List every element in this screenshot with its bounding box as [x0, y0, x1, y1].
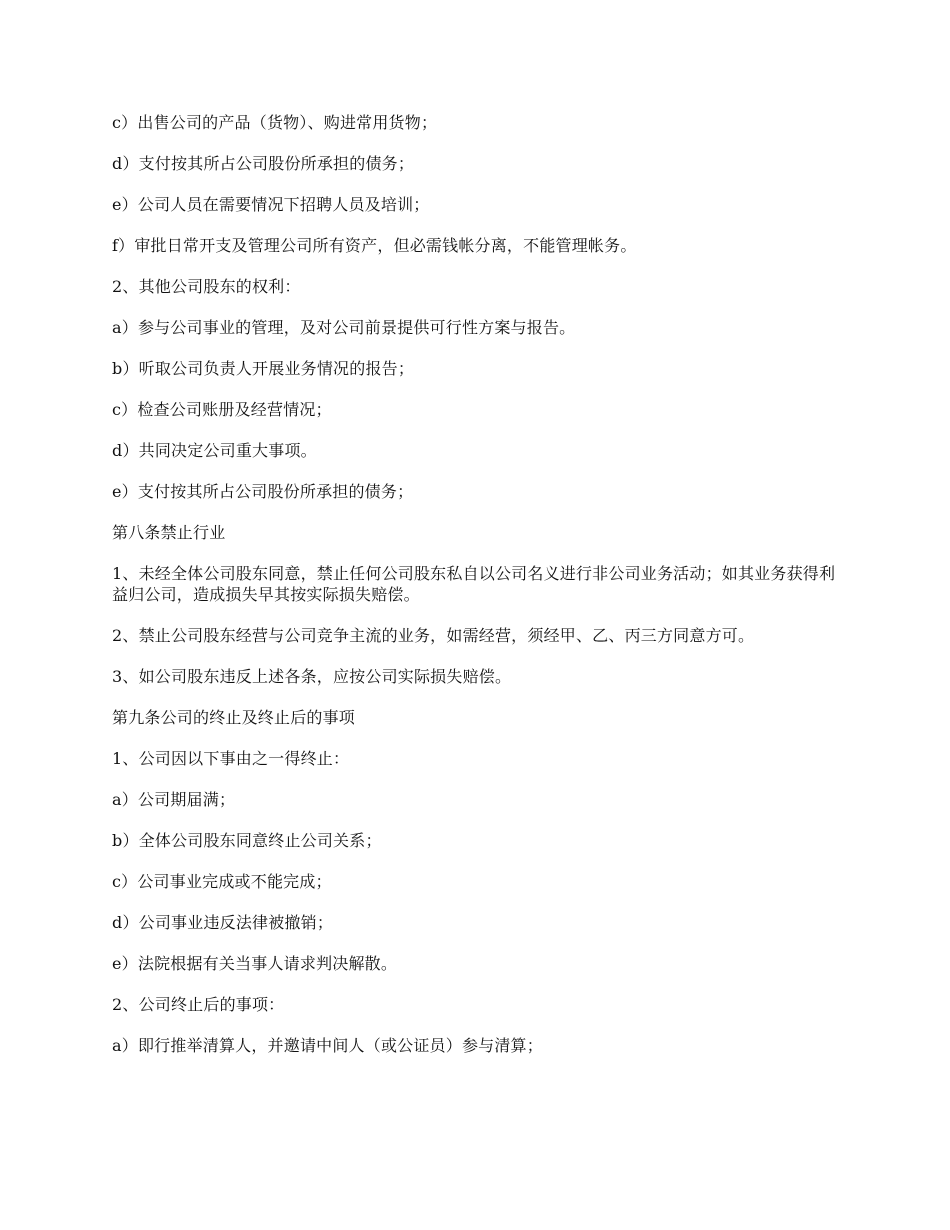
clause-item-c-sell-products: c）出售公司的产品（货物）、购进常用货物； — [112, 113, 438, 132]
clause-item-b-hear-reports: b）听取公司负责人开展业务情况的报告； — [112, 359, 415, 378]
termination-item-d: d）公司事业违反法律被撤销； — [112, 913, 334, 932]
clause-item-f-approve-expenses: f）审批日常开支及管理公司所有资产，但必需钱帐分离，不能管理帐务。 — [112, 236, 637, 255]
clause-item-e-recruit-staff: e）公司人员在需要情况下招聘人员及培训； — [112, 195, 430, 214]
post-termination-item-a: a）即行推举清算人，并邀请中间人（或公证员）参与清算； — [112, 1036, 543, 1055]
termination-item-c: c）公司事业完成或不能完成； — [112, 872, 332, 891]
termination-item-a: a）公司期届满； — [112, 790, 236, 809]
clause-item-e-pay-debts: e）支付按其所占公司股份所承担的债务； — [112, 482, 414, 501]
termination-item-e: e）法院根据有关当事人请求判决解散。 — [112, 954, 398, 973]
clause-item-d-decide-matters: d）共同决定公司重大事项。 — [112, 441, 317, 460]
clause-item-d-pay-debts: d）支付按其所占公司股份所承担的债务； — [112, 154, 415, 173]
article-eight-clause-1: 1、未经全体公司股东同意，禁止任何公司股东私自以公司名义进行非公司业务活动；如其业务获得利益归公司，造成损失早其按实际损失赔偿。 — [112, 564, 836, 604]
article-nine-clause-1: 1、公司因以下事由之一得终止： — [112, 749, 350, 768]
article-eight-heading: 第八条禁止行业 — [112, 523, 226, 542]
article-nine-heading: 第九条公司的终止及终止后的事项 — [112, 708, 356, 727]
article-nine-clause-2: 2、公司终止后的事项： — [112, 995, 285, 1014]
article-eight-clause-3: 3、如公司股东违反上述各条，应按公司实际损失赔偿。 — [112, 667, 512, 686]
clause-item-c-inspect-books: c）检查公司账册及经营情况； — [112, 400, 332, 419]
section-other-shareholder-rights: 2、其他公司股东的权利： — [112, 277, 301, 296]
clause-item-a-participate-management: a）参与公司事业的管理，及对公司前景提供可行性方案与报告。 — [112, 318, 576, 337]
document-body — [112, 112, 842, 1076]
article-eight-clause-2: 2、禁止公司股东经营与公司竞争主流的业务，如需经营，须经甲、乙、丙三方同意方可。 — [112, 626, 755, 645]
termination-item-b: b）全体公司股东同意终止公司关系； — [112, 831, 382, 850]
